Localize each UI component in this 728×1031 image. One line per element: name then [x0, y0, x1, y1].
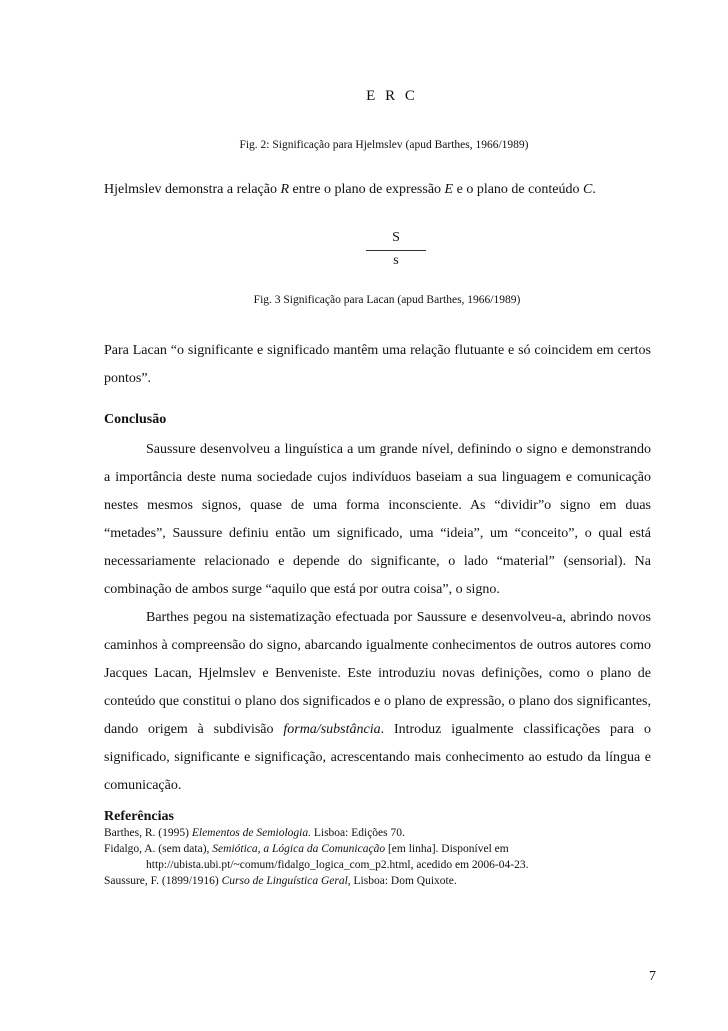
ref3-publisher: , Lisboa: Dom Quixote. — [347, 875, 457, 887]
conclusion-paragraph-2 — [104, 604, 651, 800]
ref3-title: Curso de Linguística Geral — [221, 875, 348, 887]
reference-saussure — [104, 873, 664, 889]
conclusion-paragraph-1: Saussure desenvolveu a linguística a um grande nível, definindo o signo e demonstrando a importância deste numa sociedade cujos indivíduos baseiam a sua linguagem e comunicação nestes mesmos signos, quase de uma forma inconsciente. As “dividir”o signo em duas “metades”, Saussure definiu então um significado, uma “ideia”, um “conceito”, o qual está necessariamente relacionado e depende do significante, o lado “material” (sensorial). Na combinação de ambos surge “aquilo que está por outra coisa”, o signo. — [104, 442, 651, 597]
conclusion-paragraph-2-em: forma/substância — [283, 722, 381, 737]
fig3-caption: Fig. 3 Significação para Lacan (apud Barthes, 1966/1989) — [253, 294, 521, 306]
fig3-signifier: S — [392, 230, 400, 245]
references-heading: Referências — [104, 809, 174, 824]
hjelmslev-C: C — [582, 182, 593, 197]
lacan-paragraph: Para Lacan “o significante e significado mantêm uma relação flutuante e só coincidem em certos pontos”. — [104, 343, 651, 386]
ref1-author: Barthes, R. (1995) — [104, 827, 192, 839]
ref2-availability: [em linha]. Disponível em — [385, 843, 509, 855]
hjelmslev-text-3: e o plano de conteúdo — [453, 182, 583, 197]
conclusion-body — [104, 436, 651, 800]
ref2-author: Fidalgo, A. (sem data), — [104, 843, 213, 855]
fig2-diagram: E R C — [366, 88, 418, 104]
ref2-title: Semiótica, a Lógica da Comunicação — [212, 843, 386, 855]
reference-barthes — [104, 825, 664, 841]
hjelmslev-sentence — [104, 182, 651, 198]
hjelmslev-R: R — [280, 182, 290, 197]
hjelmslev-E: E — [444, 182, 454, 197]
hjelmslev-text-1: Hjelmslev demonstra a relação — [104, 182, 281, 197]
ref3-author: Saussure, F. (1899/1916) — [104, 875, 222, 887]
reference-fidalgo — [104, 841, 664, 857]
fig3-signified: s — [393, 253, 399, 268]
conclusion-heading: Conclusão — [104, 412, 167, 427]
hjelmslev-text-4: . — [592, 182, 596, 197]
ref1-title: Elementos de Semiologia. — [191, 827, 311, 839]
page-number: 7 — [649, 969, 656, 984]
fig3-fraction-bar — [366, 250, 426, 251]
ref1-publisher: Lisboa: Edições 70. — [310, 827, 405, 839]
reference-fidalgo-url[interactable]: http://ubista.ubi.pt/~comum/fidalgo_logica_com_p2.html, acedido em 2006-04-23. — [146, 859, 529, 871]
references-list — [104, 825, 664, 889]
conclusion-paragraph-2-b: . Introduz igualmente classificações para o significado, significante e significação, acrescentando mais conhecimento ao estudo da língua e comunicação. — [104, 722, 651, 793]
hjelmslev-text-2: entre o plano de expressão — [289, 182, 445, 197]
fig2-caption: Fig. 2: Significação para Hjelmslev (apud Barthes, 1966/1989) — [239, 139, 529, 151]
conclusion-paragraph-2-a: Barthes pegou na sistematização efectuada por Saussure e desenvolveu-a, abrindo novos caminhos à compreensão do signo, abarcando igualmente conhecimentos de outros autores como Jacques Lacan, Hjelmslev e Benveniste. Este introduziu novas definições, como o plano de conteúdo que constitui o plano dos significados e o plano de expressão, o plano dos significantes, dando origem à subdivisão — [104, 610, 651, 737]
